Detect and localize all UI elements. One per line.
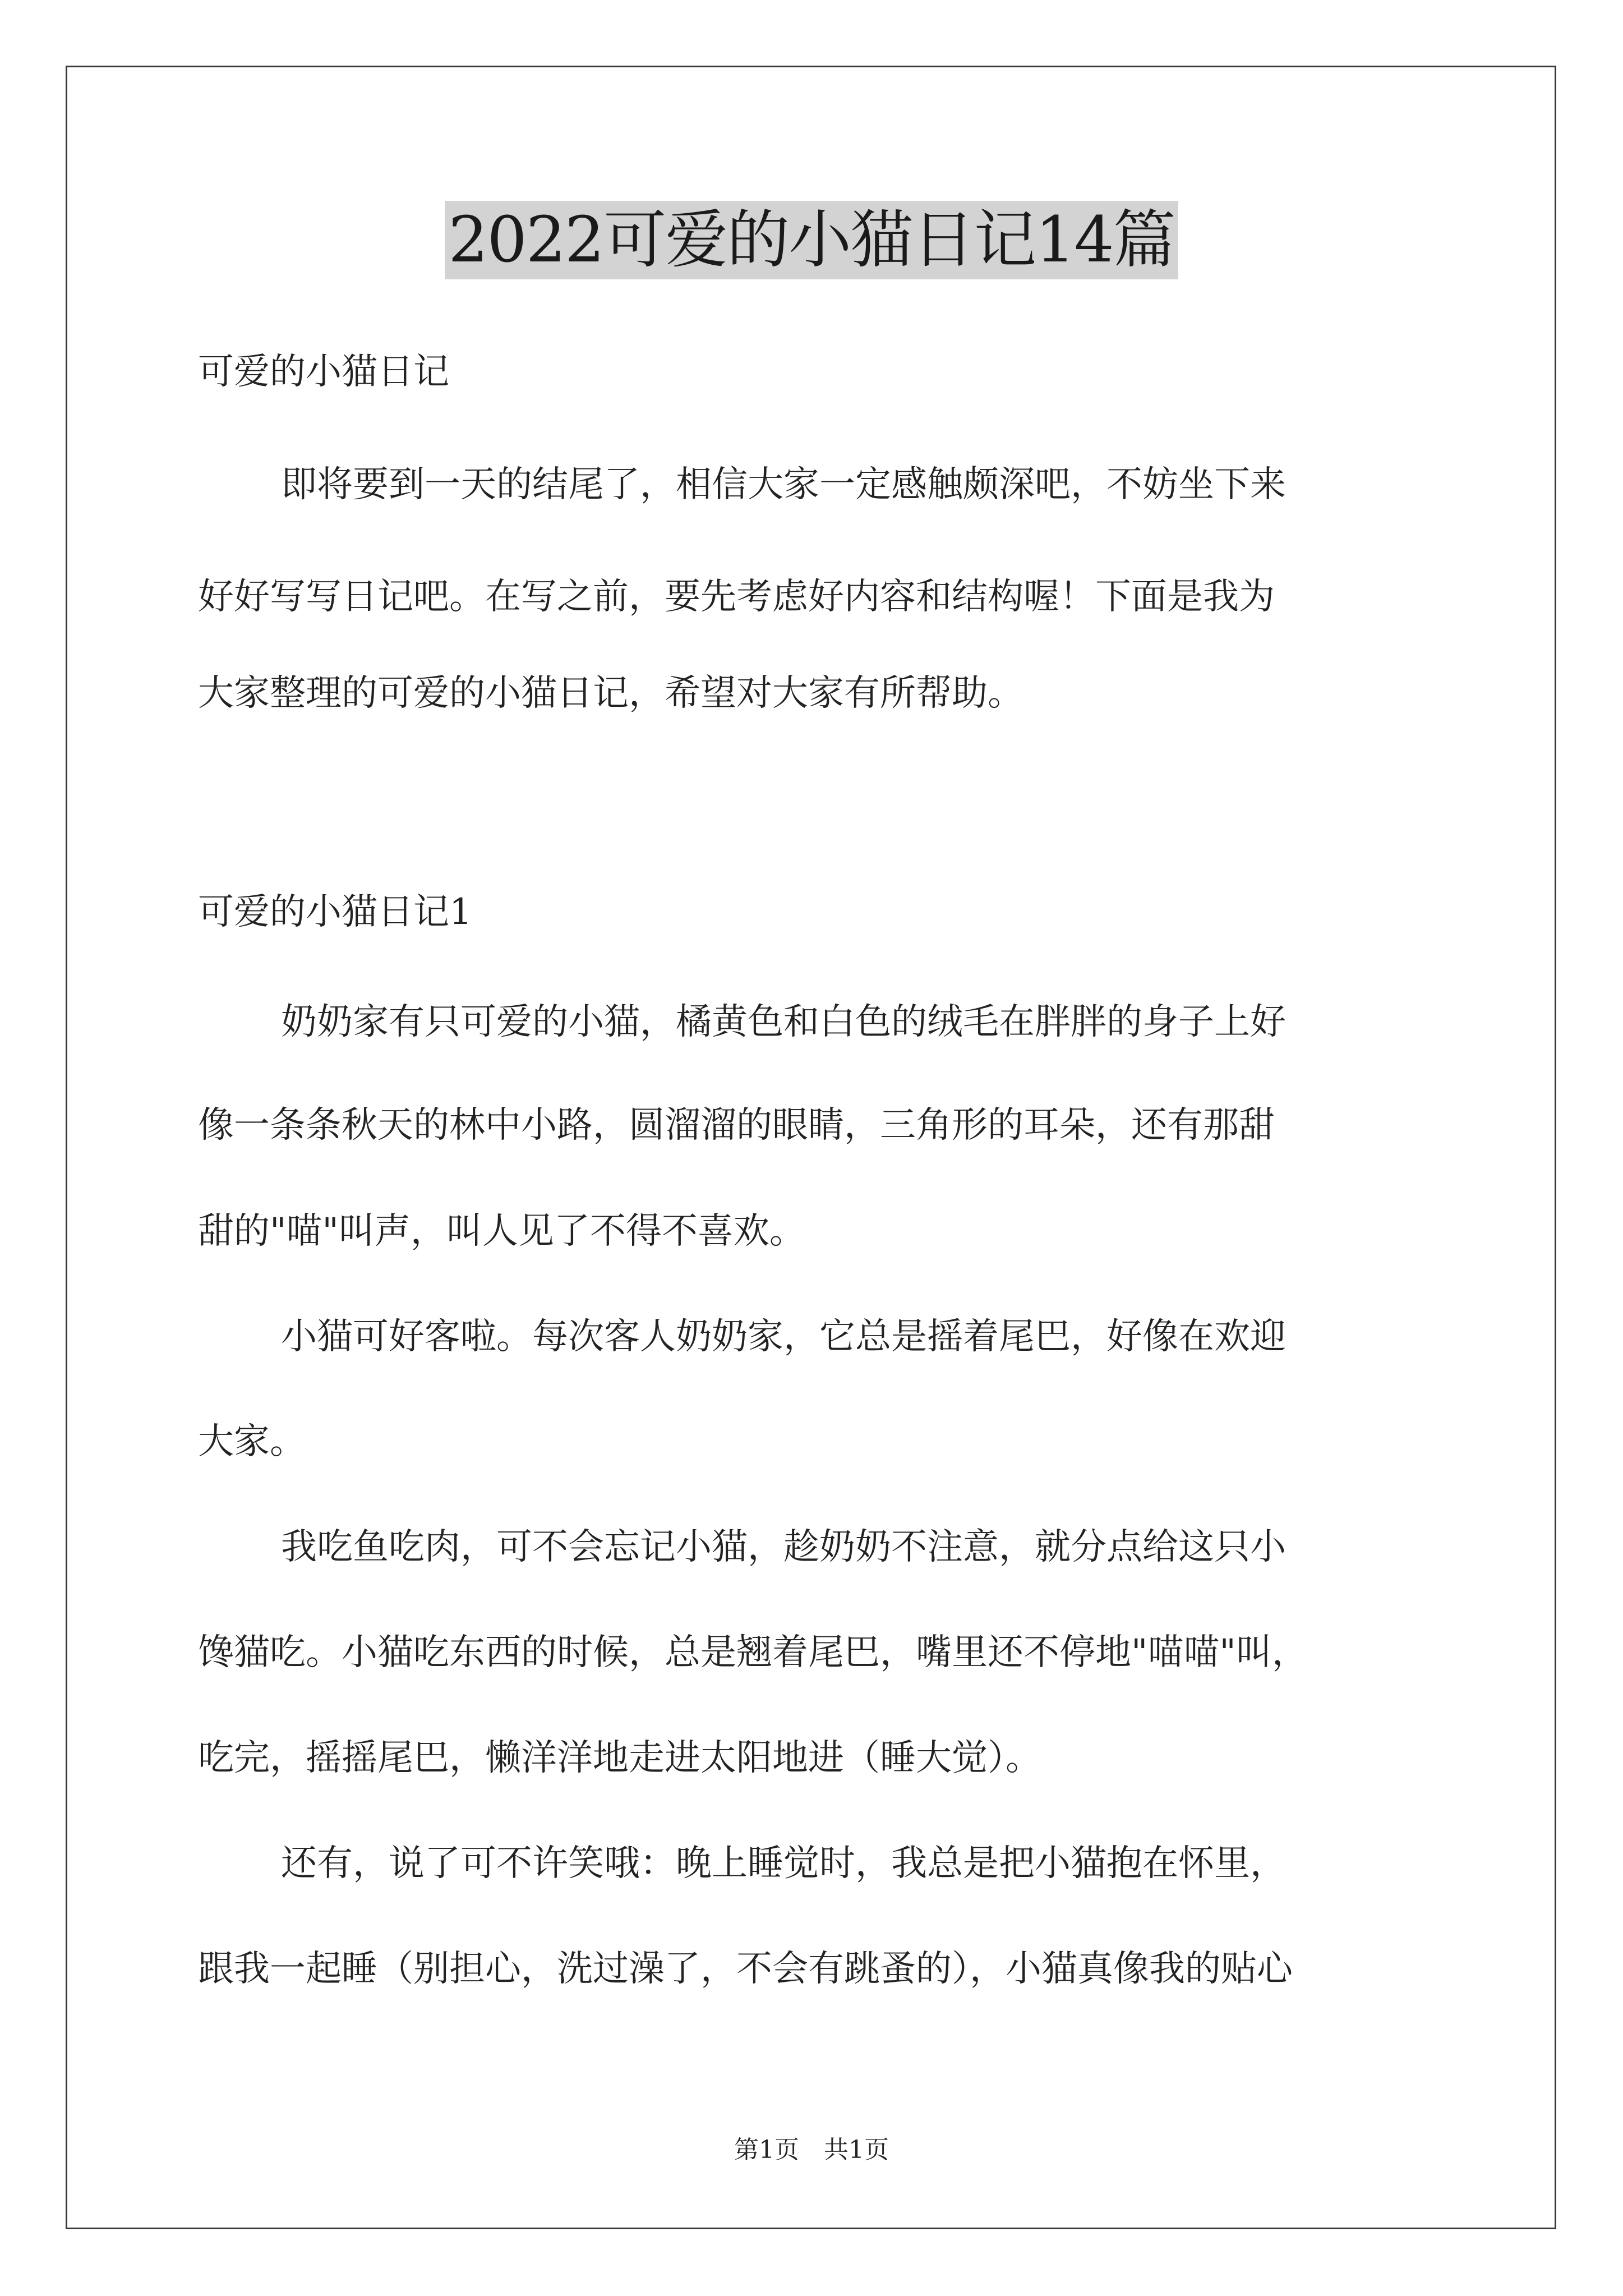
paragraph-line: 奶奶家有只可爱的小猫，橘黄色和白色的绒毛在胖胖的身子上好 <box>281 1001 1286 1043</box>
page-number: 第1页 <box>734 2136 799 2164</box>
paragraph-line: 小猫可好客啦。每次客人奶奶家，它总是摇着尾巴，好像在欢迎 <box>281 1316 1286 1358</box>
paragraph-line: 吃完，摇摇尾巴，懒洋洋地走进太阳地进（睡大觉）。 <box>198 1737 1041 1779</box>
paragraph-line: 即将要到一天的结尾了，相信大家一定感触颇深吧，不妨坐下来 <box>281 464 1286 505</box>
section-heading: 可爱的小猫日记1 <box>198 891 472 933</box>
page-footer <box>0 2134 1623 2166</box>
paragraph-line: 甜的"喵"叫声，叫人见了不得不喜欢。 <box>198 1211 805 1252</box>
title-container <box>0 201 1623 279</box>
paragraph-line: 好好写写日记吧。在写之前，要先考虑好内容和结构喔！下面是我为 <box>198 576 1275 618</box>
section-heading: 可爱的小猫日记 <box>198 351 449 393</box>
document-title: 2022可爱的小猫日记14篇 <box>445 201 1178 279</box>
paragraph-line: 馋猫吃。小猫吃东西的时候，总是翘着尾巴，嘴里还不停地"喵喵"叫， <box>198 1632 1308 1673</box>
paragraph-line: 大家整理的可爱的小猫日记，希望对大家有所帮助。 <box>198 673 1023 714</box>
paragraph-line: 像一条条秋天的林中小路，圆溜溜的眼睛，三角形的耳朵，还有那甜 <box>198 1105 1275 1146</box>
paragraph-line: 大家。 <box>198 1421 306 1462</box>
paragraph-line: 还有，说了可不许笑哦：晚上睡觉时，我总是把小猫抱在怀里， <box>281 1843 1286 1884</box>
paragraph-line: 我吃鱼吃肉，可不会忘记小猫，趁奶奶不注意，就分点给这只小 <box>281 1526 1286 1568</box>
page-total: 共1页 <box>824 2136 889 2164</box>
paragraph-line: 跟我一起睡（别担心，洗过澡了，不会有跳蚤的），小猫真像我的贴心 <box>198 1948 1293 1990</box>
